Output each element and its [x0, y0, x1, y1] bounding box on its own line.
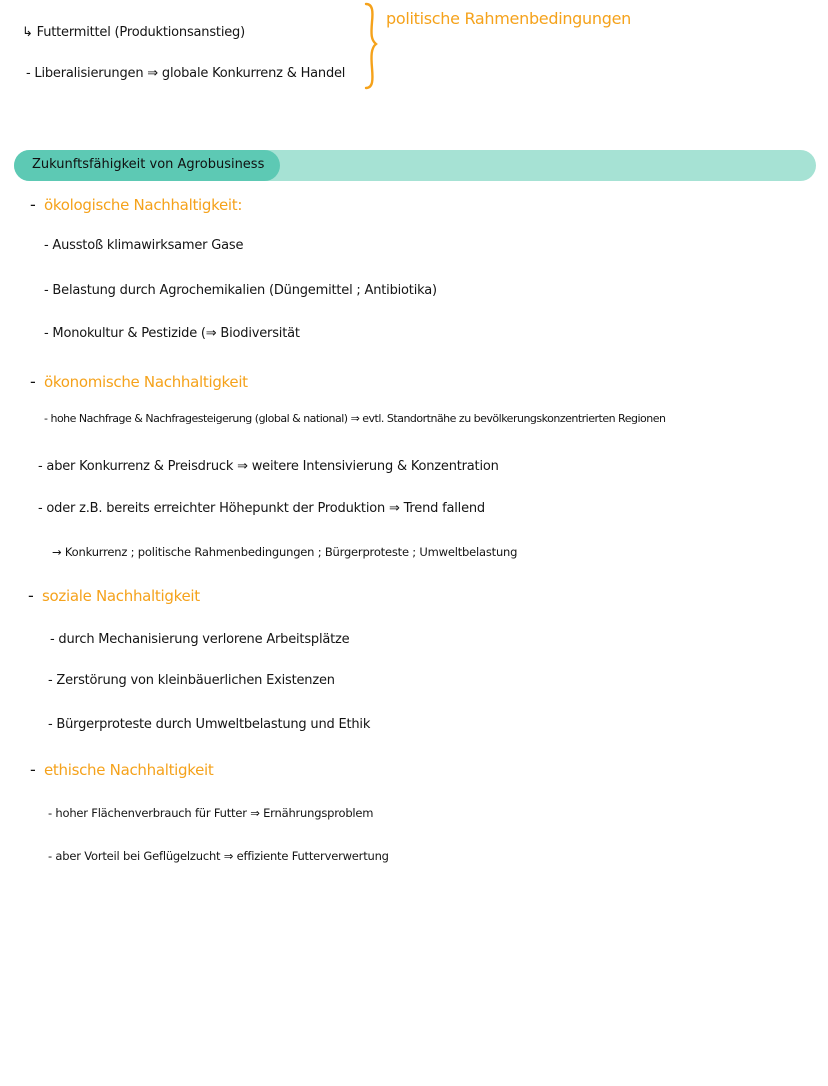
- list-item: - Zerstörung von kleinbäuerlichen Existenzen: [48, 673, 335, 688]
- brace-label: politische Rahmenbedingungen: [386, 9, 631, 28]
- list-item: - Belastung durch Agrochemikalien (Düngemittel ; Antibiotika): [44, 283, 437, 298]
- note-liberalisierungen: - Liberalisierungen ⇒ globale Konkurrenz & Handel: [26, 66, 346, 81]
- list-item: - hoher Flächenverbrauch für Futter ⇒ Ernährungsproblem: [48, 806, 374, 820]
- list-item: - Bürgerproteste durch Umweltbelastung und Ethik: [48, 717, 371, 732]
- list-item: → Konkurrenz ; politische Rahmenbedingungen ; Bürgerproteste ; Umweltbelastung: [52, 545, 518, 559]
- heading-ethisch: ethische Nachhaltigkeit: [44, 761, 214, 779]
- list-item: - oder z.B. bereits erreichter Höhepunkt der Produktion ⇒ Trend fallend: [38, 501, 485, 516]
- bullet-dash: -: [30, 372, 36, 391]
- list-item: - aber Vorteil bei Geflügelzucht ⇒ effiziente Futterverwertung: [48, 849, 389, 863]
- heading-sozial: soziale Nachhaltigkeit: [42, 587, 200, 605]
- note-futtermittel: ↳ Futtermittel (Produktionsanstieg): [22, 25, 245, 40]
- list-item: - Ausstoß klimawirksamer Gase: [44, 238, 244, 253]
- list-item: - aber Konkurrenz & Preisdruck ⇒ weitere Intensivierung & Konzentration: [38, 459, 499, 474]
- heading-oekonomisch: ökonomische Nachhaltigkeit: [44, 373, 248, 391]
- list-item: - durch Mechanisierung verlorene Arbeitsplätze: [50, 632, 350, 647]
- page-title: Zukunftsfähigkeit von Agrobusiness: [32, 157, 265, 172]
- list-item: - hohe Nachfrage & Nachfragesteigerung (global & national) ⇒ evtl. Standortnähe zu bevölkerungskonzentrierten Regionen: [44, 412, 666, 425]
- bullet-dash: -: [28, 586, 34, 605]
- heading-oekologisch: ökologische Nachhaltigkeit:: [44, 196, 243, 214]
- bullet-dash: -: [30, 195, 36, 214]
- list-item: - Monokultur & Pestizide (⇒ Biodiversität: [44, 326, 300, 341]
- curly-brace-icon: [360, 0, 380, 92]
- bullet-dash: -: [30, 760, 36, 779]
